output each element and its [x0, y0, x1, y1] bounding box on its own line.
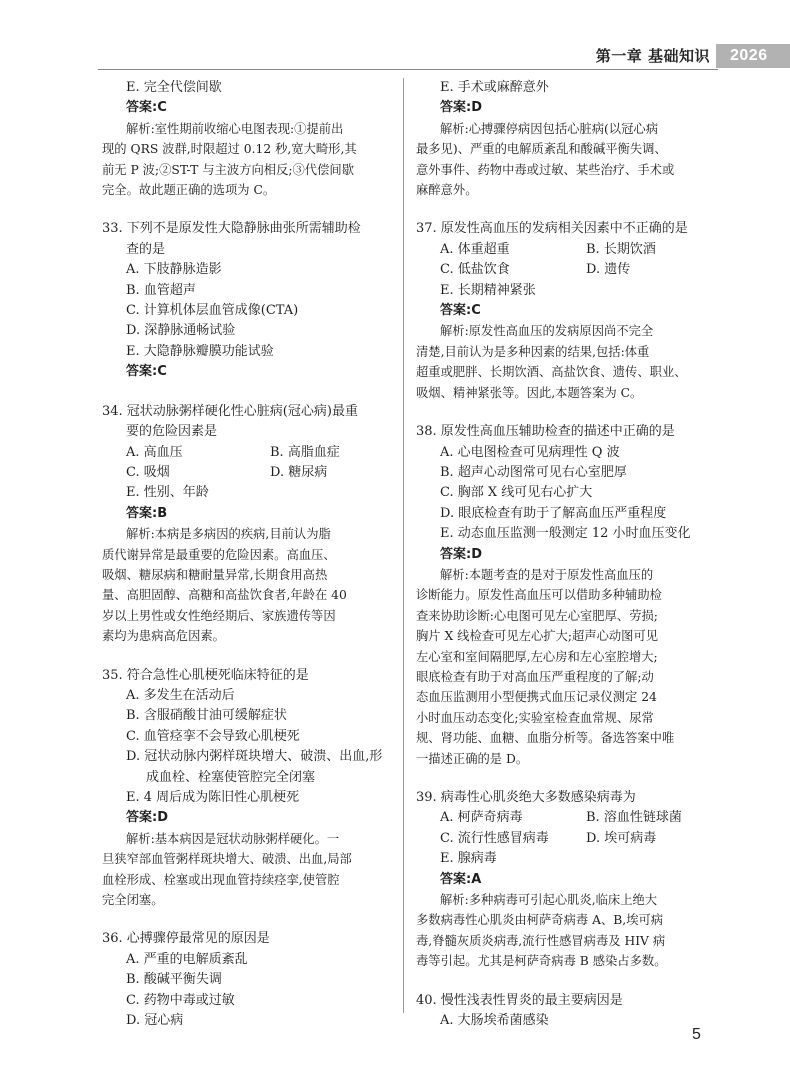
line-text: E. 手术或麻醉意外 [440, 80, 549, 95]
option-pair [416, 829, 712, 849]
option-text [102, 1011, 394, 1031]
page-number: 5 [692, 1026, 701, 1043]
line-text: 解析:多种病毒可引起心肌炎,临床上绝大 [440, 893, 658, 908]
option-text [416, 849, 712, 869]
line-text: 要的危险因素是 [126, 424, 218, 440]
line-text: 37. 原发性高血压的发病相关因素中不正确的是 [416, 221, 688, 237]
line-text: 39. 病毒性心肌炎绝大多数感染病毒为 [416, 790, 636, 805]
line-text: 胸片 X 线检查可见左心扩大;超声心动图可见 [416, 629, 659, 644]
line-text: 量、高胆固醇、高糖和高盐饮食者,年龄在 40 [102, 588, 347, 603]
option-text [102, 321, 394, 341]
line-text: 左心室和室间隔肥厚,左心房和左心室腔增大; [416, 649, 658, 664]
option-text [416, 1011, 712, 1031]
line-text: 38. 原发性高血压辅助检查的描述中正确的是 [416, 424, 675, 440]
option-text: A. 柯萨奇病毒 [440, 810, 523, 826]
line-text: C. 计算机体层血管成像(CTA) [126, 303, 299, 319]
line-text: 多数病毒性心肌炎由柯萨奇病毒 A、B,埃可病 [416, 913, 664, 928]
line-text: 毒,脊髓灰质炎病毒,流行性感冒病毒及 HIV 病 [416, 933, 666, 948]
explanation-line [102, 890, 394, 910]
line-text: B. 超声心动图常可见右心室肥厚 [440, 464, 627, 480]
explanation-line [102, 119, 394, 139]
block-spacer [102, 647, 394, 666]
option-text [102, 950, 394, 970]
line-text: 40. 慢性浅表性胃炎的最主要病因是 [416, 992, 623, 1008]
line-text: E. 大隐静脉瓣膜功能试验 [126, 343, 274, 359]
line-text: E. 腺病毒 [440, 851, 497, 867]
option-text: D. 埃可病毒 [586, 830, 657, 846]
option-text [102, 788, 394, 808]
line-text: 现的 QRS 波群,时限超过 0.12 秒,宽大畸形,其 [102, 142, 357, 157]
line-text: 规、肾功能、血糖、血脂分析等。备选答案中唯 [416, 731, 675, 746]
option-text [102, 260, 394, 280]
line-text: E. 动态血压监测一般测定 12 小时血压变化 [440, 526, 691, 542]
option-text [102, 991, 394, 1011]
option-text [416, 78, 712, 98]
explanation-line [416, 565, 712, 585]
explanation-line [416, 708, 712, 728]
line-text: 诊断能力。原发性高血压可以借助多种辅助检 [416, 588, 662, 603]
line-text: B. 酸碱平衡失调 [126, 972, 222, 988]
option-text [102, 686, 394, 706]
option-text: C. 流行性感冒病毒 [440, 830, 549, 846]
question-text [102, 402, 394, 422]
line-text: B. 血管超声 [126, 282, 196, 298]
explanation-line [102, 870, 394, 890]
line-text: D. 冠心病 [126, 1013, 184, 1029]
option-text: D. 糖尿病 [270, 464, 328, 480]
explanation-line [416, 119, 712, 139]
explanation-line [102, 585, 394, 605]
running-header [0, 44, 790, 68]
option-text [102, 706, 394, 726]
line-text: D. 深静脉通畅试验 [126, 323, 236, 339]
explanation-line [102, 565, 394, 585]
answer-line [102, 808, 394, 828]
option-text [102, 768, 394, 788]
line-text: 34. 冠状动脉粥样硬化性心脏病(冠心病)最重 [102, 403, 358, 419]
line-text: 最多见)、严重的电解质紊乱和酸碱平衡失调、 [416, 142, 667, 157]
block-spacer [416, 769, 712, 788]
line-text: A. 多发生在活动后 [126, 687, 235, 703]
line-text: 岁以上男性或女性绝经期后、家族遗传等因 [102, 608, 336, 623]
answer-text: 答案:D [126, 810, 168, 826]
option-text [416, 504, 712, 524]
line-text: 素均为患病高危因素。 [102, 629, 225, 644]
question-text [416, 991, 712, 1011]
block-spacer [416, 403, 712, 422]
explanation-line [102, 160, 394, 180]
line-text: 意外事件、药物中毒或过敏、某些治疗、手术或 [416, 162, 675, 177]
option-text [102, 970, 394, 990]
right-column [416, 78, 712, 1031]
line-text: 血栓形成、栓塞或出现血管持续痉挛,使管腔 [102, 872, 340, 887]
line-text: D. 眼底检查有助于了解高血压严重程度 [440, 505, 667, 521]
line-text: 旦狭窄部血管粥样斑块增大、破溃、出血,局部 [102, 852, 352, 867]
explanation-line [416, 585, 712, 605]
explanation-line [416, 180, 712, 200]
line-text: 吸烟、精神紧张等。因此,本题答案为 C。 [416, 385, 643, 400]
option-text: B. 高脂血症 [270, 444, 340, 460]
line-text: A. 大肠埃希菌感染 [440, 1013, 549, 1029]
line-text: A. 心电图检查可见病理性 Q 波 [440, 444, 620, 460]
option-text: C. 吸烟 [126, 464, 170, 480]
line-text: 吸烟、糖尿病和糖耐量异常,长期食用高热 [102, 567, 328, 582]
line-text: B. 含服硝酸甘油可缓解症状 [126, 708, 287, 724]
question-text [102, 219, 394, 239]
line-text: 解析:室性期前收缩心电图表现:①提前出 [126, 121, 344, 136]
explanation-line [416, 931, 712, 951]
option-text [102, 301, 394, 321]
line-text: 清楚,目前认为是多种因素的结果,包括:体重 [416, 344, 650, 359]
line-text: 解析:本题考查的是对于原发性高血压的 [440, 567, 654, 582]
year-badge: 2026 [716, 44, 790, 68]
option-text [102, 342, 394, 362]
option-text: C. 低盐饮食 [440, 262, 510, 278]
answer-text: 答案:C [126, 100, 167, 116]
answer-line [416, 870, 712, 890]
line-text: 眼底检查有助于对高血压严重程度的了解;动 [416, 669, 654, 684]
option-pair [102, 463, 394, 483]
option-text: B. 溶血性链球菌 [586, 810, 682, 826]
line-text: 查来协助诊断:心电图可见左心室肥厚、劳损; [416, 608, 658, 623]
option-text [102, 727, 394, 747]
answer-text: 答案:C [440, 303, 481, 319]
answer-line [416, 301, 712, 321]
answer-line [416, 98, 712, 118]
question-text [102, 929, 394, 949]
line-text: E. 长期精神紧张 [440, 282, 536, 298]
block-spacer [102, 383, 394, 402]
line-text: 解析:本病是多病因的疾病,目前认为脂 [126, 527, 331, 542]
option-pair [416, 240, 712, 260]
line-text: 查的是 [126, 241, 166, 257]
explanation-line [416, 383, 712, 403]
line-text: 小时血压动态变化;实验室检查血常规、尿常 [416, 710, 654, 725]
explanation-line [102, 524, 394, 544]
explanation-line [102, 626, 394, 646]
line-text: C. 血管痉挛不会导致心肌梗死 [126, 728, 300, 744]
line-text: 解析:心搏骤停病因包括心脏病(以冠心病 [440, 121, 658, 136]
option-text [416, 463, 712, 483]
answer-text: 答案:C [126, 364, 167, 380]
explanation-line [416, 647, 712, 667]
answer-line [102, 504, 394, 524]
option-pair [416, 808, 712, 828]
line-text: 成血栓、栓塞使管腔完全闭塞 [146, 769, 316, 785]
answer-line [416, 545, 712, 565]
explanation-line [416, 160, 712, 180]
option-pair [416, 260, 712, 280]
question-text [416, 788, 712, 808]
line-text: 33. 下列不是原发性大隐静脉曲张所需辅助检 [102, 221, 361, 237]
explanation-line [416, 890, 712, 910]
header-rule [98, 69, 718, 70]
question-text [102, 666, 394, 686]
chapter-title: 第一章 基础知识 [595, 47, 710, 65]
option-text: A. 体重超重 [440, 241, 510, 257]
explanation-line [416, 626, 712, 646]
line-text: 态血压监测用小型便携式血压记录仪测定 24 [416, 690, 657, 705]
explanation-line [102, 829, 394, 849]
answer-text: 答案:A [440, 871, 482, 887]
line-text: 一描述正确的是 D。 [416, 751, 529, 766]
answer-text: 答案:B [126, 505, 168, 521]
line-text: 前无 P 波;②ST-T 与主波方向相反;③代偿间歇 [102, 162, 354, 177]
answer-line [102, 98, 394, 118]
explanation-line [416, 728, 712, 748]
line-text: 35. 符合急性心肌梗死临床特征的是 [102, 667, 309, 683]
answer-text: 答案:D [440, 546, 482, 562]
question-text [102, 240, 394, 260]
block-spacer [102, 910, 394, 929]
option-text: B. 长期饮酒 [586, 241, 656, 257]
line-text: 完全闭塞。 [102, 893, 164, 908]
line-text: 解析:基本病因是冠状动脉粥样硬化。一 [126, 831, 340, 846]
option-text [102, 747, 394, 767]
question-text [416, 219, 712, 239]
explanation-line [416, 749, 712, 769]
line-text: D. 冠状动脉内粥样斑块增大、破溃、出血,形 [126, 749, 383, 765]
left-column [102, 78, 394, 1031]
block-spacer [102, 200, 394, 219]
explanation-line [102, 606, 394, 626]
question-text [102, 422, 394, 442]
column-divider [403, 78, 404, 1013]
option-text [416, 483, 712, 503]
explanation-line [416, 362, 712, 382]
option-text [102, 281, 394, 301]
line-text: C. 药物中毒或过敏 [126, 992, 235, 1008]
option-text [416, 524, 712, 544]
explanation-line [102, 180, 394, 200]
explanation-line [102, 139, 394, 159]
explanation-line [102, 849, 394, 869]
line-text: 质代谢异常是最重要的危险因素。高血压、 [102, 547, 336, 562]
block-spacer [416, 972, 712, 991]
line-text: 超重或肥胖、长期饮酒、高盐饮食、遗传、职业、 [416, 365, 687, 380]
line-text: 解析:原发性高血压的发病原因尚不完全 [440, 324, 654, 339]
line-text: A. 严重的电解质紊乱 [126, 951, 248, 967]
option-text [416, 281, 712, 301]
line-text: 麻醉意外。 [416, 183, 478, 198]
explanation-line [416, 910, 712, 930]
question-text [416, 422, 712, 442]
line-text: 毒等引起。尤其是柯萨奇病毒 B 感染占多数。 [416, 954, 667, 969]
line-text: A. 下肢静脉造影 [126, 262, 222, 278]
line-text: 完全。故此题正确的选项为 C。 [102, 183, 276, 198]
line-text: E. 完全代偿间歇 [126, 80, 222, 95]
option-text [416, 443, 712, 463]
explanation-line [416, 606, 712, 626]
line-text: E. 4 周后成为陈旧性心肌梗死 [126, 790, 300, 805]
answer-text: 答案:D [440, 100, 482, 116]
block-spacer [416, 200, 712, 219]
option-text [102, 78, 394, 98]
option-text: D. 遗传 [586, 262, 631, 278]
option-pair [102, 443, 394, 463]
line-text: C. 胸部 X 线可见右心扩大 [440, 485, 593, 501]
explanation-line [416, 667, 712, 687]
answer-line [102, 362, 394, 382]
option-text [102, 483, 394, 503]
line-text: E. 性别、年龄 [126, 485, 209, 501]
explanation-line [416, 139, 712, 159]
explanation-line [416, 951, 712, 971]
explanation-line [102, 545, 394, 565]
line-text: 36. 心搏骤停最常见的原因是 [102, 931, 270, 947]
explanation-line [416, 687, 712, 707]
explanation-line [416, 321, 712, 341]
option-text: A. 高血压 [126, 444, 183, 460]
explanation-line [416, 342, 712, 362]
